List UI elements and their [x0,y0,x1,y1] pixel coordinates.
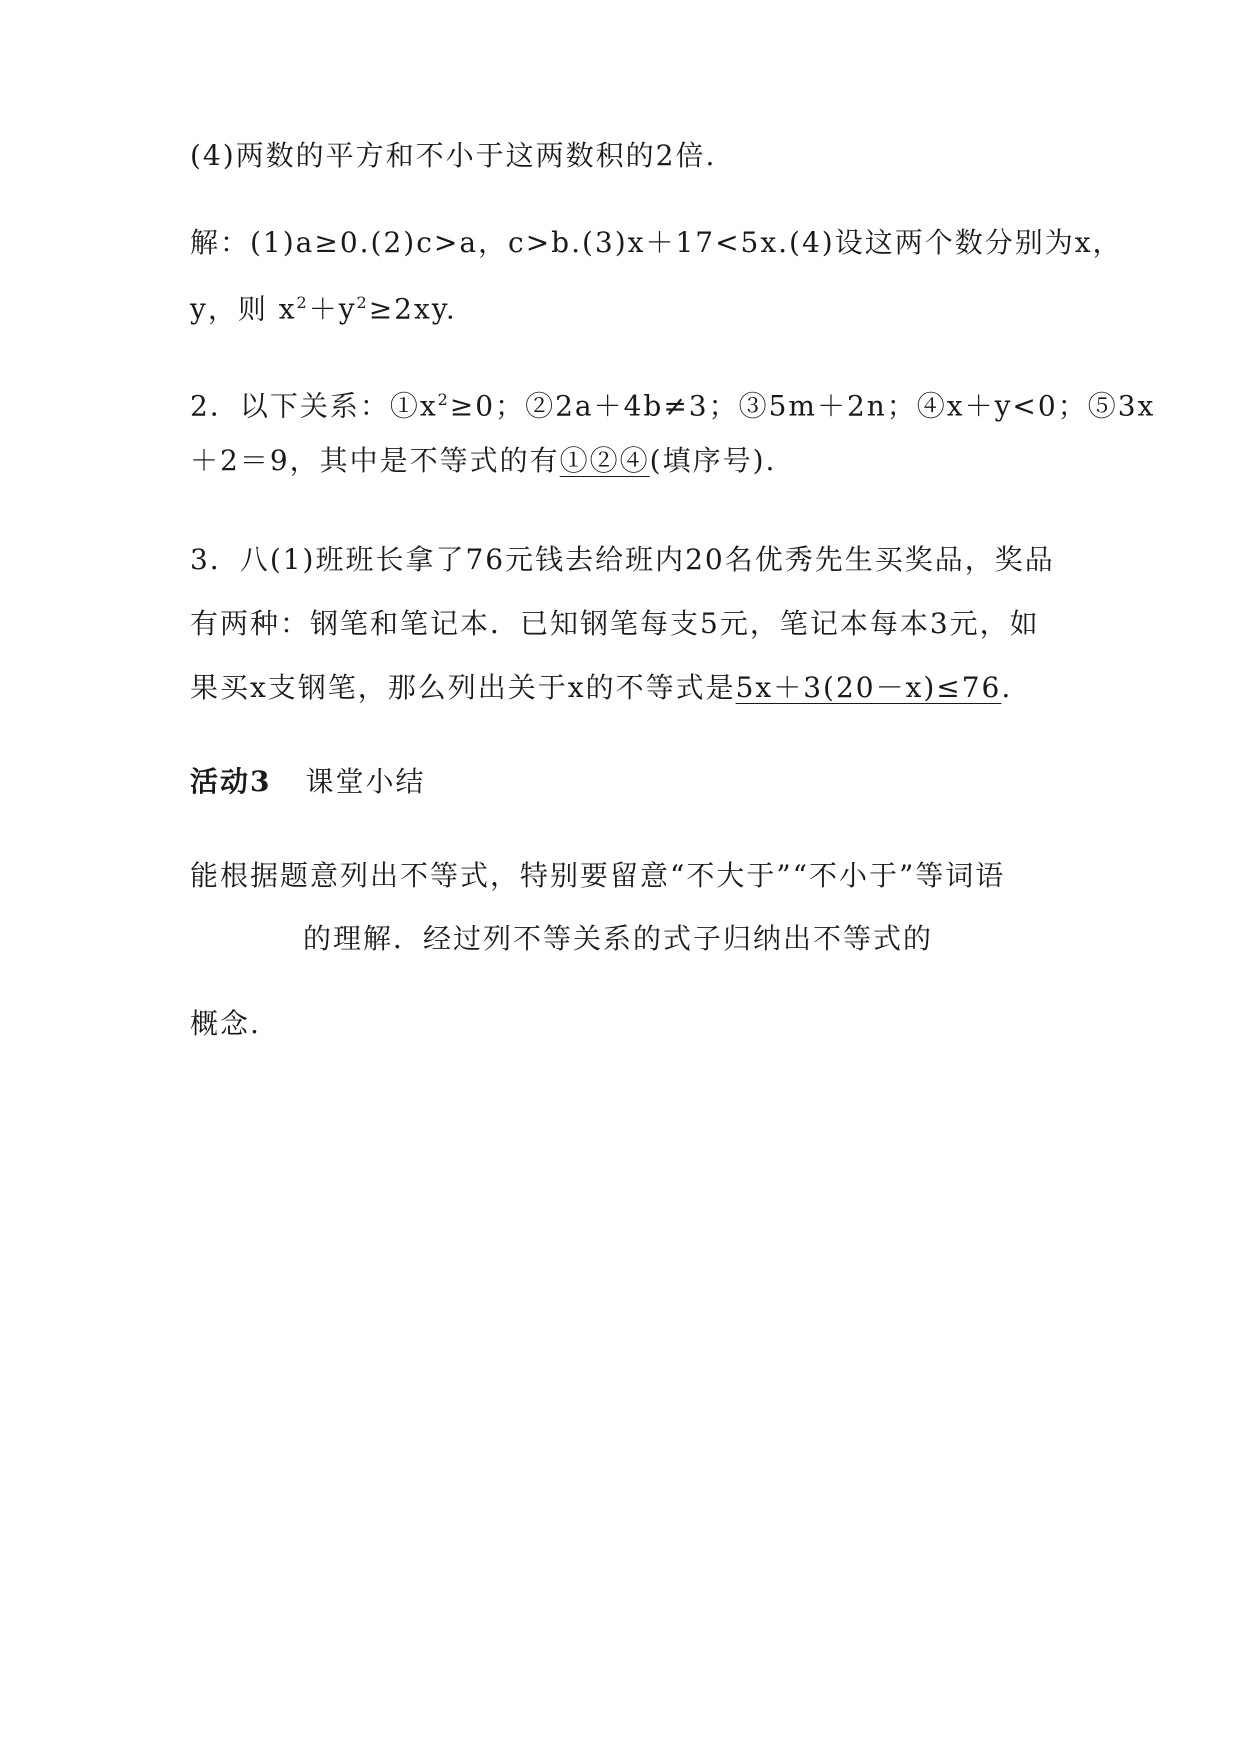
question-3-line-2 [190,604,1040,644]
q3-text-3b: . [1001,671,1013,704]
summary-text-1: 能根据题意列出不等式，特别要留意“不大于”“不小于”等词语 [190,859,1006,892]
summary-line-1 [190,856,1005,896]
q3-text-3a: 果买x支钢笔，那么列出关于x的不等式是 [190,671,736,704]
answer-1-line-1 [190,223,1123,263]
q2-text-2a: ＋2＝9，其中是不等式的有 [190,444,560,477]
q2-answer: ①②④ [559,444,650,477]
answer-1-text-2b: ＋y [308,292,357,326]
activity-label: 活动3 [190,765,272,798]
q1-part4-text: (4)两数的平方和不小于这两数积的2倍. [190,139,717,172]
question-2-line-1 [190,380,1155,426]
summary-text-2: 的理解．经过列不等关系的式子归纳出不等式的 [303,922,934,955]
answer-1-text-2c: ≥2xy. [368,292,457,326]
question-1-part-4 [190,136,716,176]
q2-text-2b: (填序号). [649,444,777,477]
answer-1-line-2 [190,283,457,329]
exponent: 2 [356,293,369,312]
q2-text-1a: 2．以下关系：①x [190,389,438,423]
question-2-line-2 [190,441,776,481]
answer-1-text-2a: y，则 x [190,292,297,326]
summary-text-3: 概念. [190,1007,261,1040]
q3-answer: 5x＋3(20－x)≤76 [735,671,1002,704]
exponent: 2 [437,390,450,409]
question-3-line-3 [190,668,1012,708]
summary-line-3 [190,1004,261,1044]
q3-text-2: 有两种：钢笔和笔记本．已知钢笔每支5元，笔记本每本3元，如 [190,607,1040,640]
exponent: 2 [296,293,309,312]
activity-heading [190,762,426,802]
summary-line-2 [303,919,933,959]
question-3-line-1 [190,540,1055,580]
q3-text-1: 3．八(1)班班长拿了76元钱去给班内20名优秀先生买奖品，奖品 [190,543,1055,576]
activity-title: 课堂小结 [305,765,426,798]
answer-1-text-1: 解：(1)a≥0.(2)c>a，c>b.(3)x＋17<5x.(4)设这两个数分别为x， [190,226,1123,259]
q2-text-1b: ≥0；②2a＋4b≠3；③5m＋2n；④x＋y<0；⑤3x [449,389,1156,423]
